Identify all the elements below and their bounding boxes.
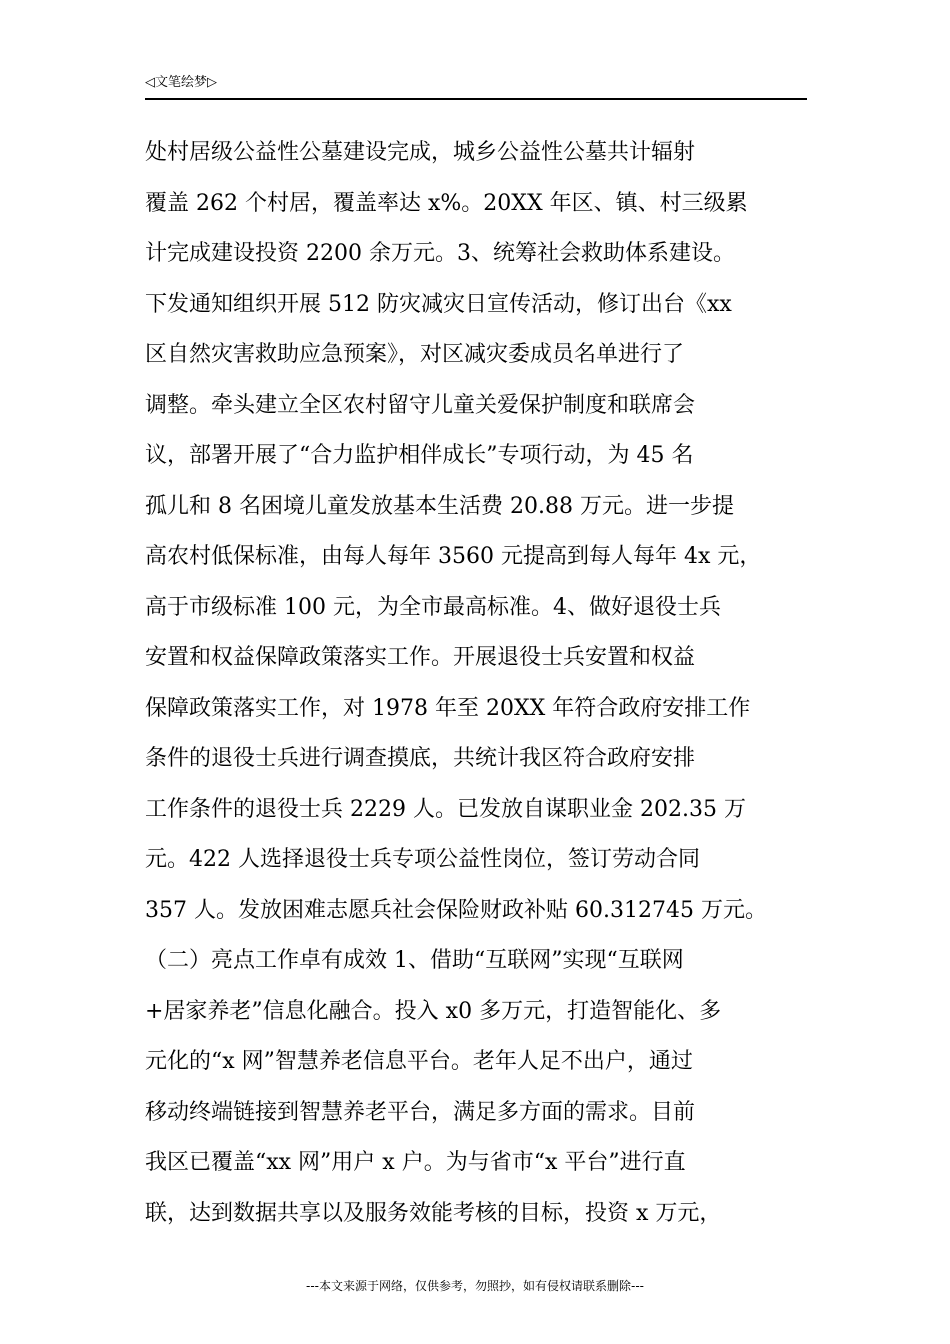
page-footer: ---本文来源于网络，仅供参考，勿照抄，如有侵权请联系删除--- — [306, 1279, 644, 1293]
text-line: 安置和权益保障政策落实工作。开展退役士兵安置和权益 — [145, 645, 696, 670]
text-line: 元化的“x 网”智慧养老信息平台。老年人足不出户，通过 — [145, 1049, 693, 1074]
text-line: 我区已覆盖“xx 网”用户 x 户。为与省市“x 平台”进行直 — [145, 1150, 686, 1175]
document-body — [145, 128, 815, 1239]
text-line: 区自然灾害救助应急预案》，对区减灾委成员名单进行了 — [145, 342, 685, 367]
text-line: 处村居级公益性公墓建设完成，城乡公益性公墓共计辐射 — [145, 140, 696, 165]
text-line: 357 人。发放困难志愿兵社会保险财政补贴 60.312745 万元。 — [145, 897, 767, 923]
text-line: 议，部署开展了“合力监护相伴成长”专项行动，为 45 名 — [145, 443, 694, 468]
text-line: 计完成建设投资 2200 余万元。3、统筹社会救助体系建设。 — [145, 241, 735, 266]
text-line: 孤儿和 8 名困境儿童发放基本生活费 20.88 万元。进一步提 — [145, 493, 734, 519]
text-line: 调整。牵头建立全区农村留守儿童关爱保护制度和联席会 — [145, 392, 696, 418]
text-line: 下发通知组织开展 512 防灾减灾日宣传活动，修订出台《xx — [145, 291, 732, 317]
text-line: 高农村低保标准，由每人每年 3560 元提高到每人每年 4x 元， — [145, 544, 762, 569]
text-line: 覆盖 262 个村居，覆盖率达 x%。20XX 年区、镇、村三级累 — [145, 190, 748, 216]
text-line: 元。422 人选择退役士兵专项公益性岗位，签订劳动合同 — [145, 847, 700, 872]
text-line: 保障政策落实工作，对 1978 年至 20XX 年符合政府安排工作 — [145, 695, 751, 721]
text-line: 联，达到数据共享以及服务效能考核的目标，投资 x 万元， — [145, 1200, 722, 1226]
header-title: ◁文笔绘梦▷ — [145, 75, 217, 90]
text-line: 移动终端链接到智慧养老平台，满足多方面的需求。目前 — [145, 1099, 696, 1125]
text-line: +居家养老”信息化融合。投入 x0 多万元，打造智能化、多 — [145, 998, 722, 1024]
text-line: 条件的退役士兵进行调查摸底，共统计我区符合政府安排 — [145, 746, 696, 771]
text-line: 高于市级标准 100 元，为全市最高标准。4、做好退役士兵 — [145, 594, 721, 620]
text-line: （二）亮点工作卓有成效 1、借助“互联网”实现“互联网 — [145, 948, 684, 973]
text-line: 工作条件的退役士兵 2229 人。已发放自谋职业金 202.35 万 — [145, 796, 746, 822]
page-header — [145, 72, 807, 100]
